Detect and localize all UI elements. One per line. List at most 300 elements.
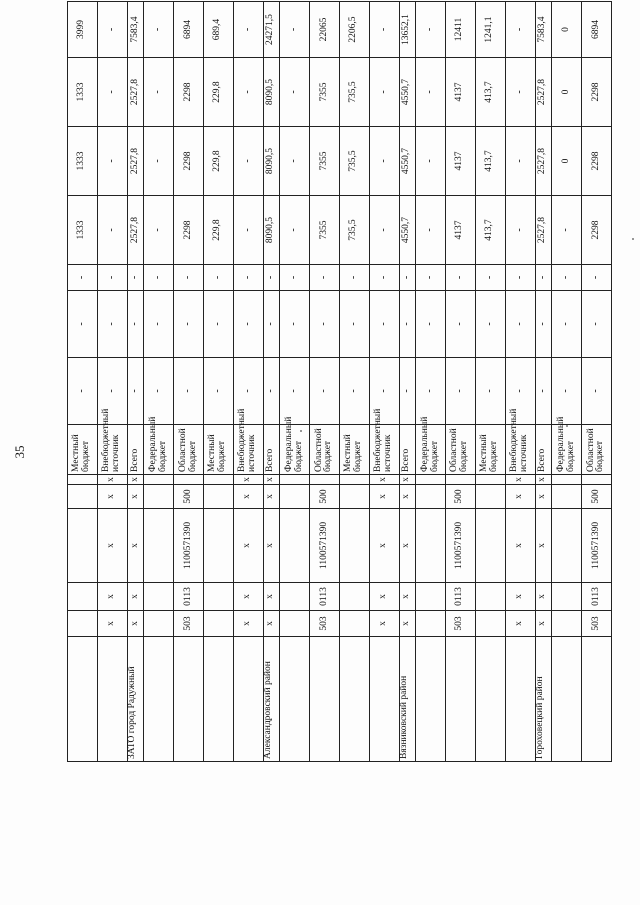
table-cell — [339, 611, 369, 637]
funding-source-cell: Федеральный бюджет — [280, 425, 310, 475]
table-cell — [552, 583, 582, 611]
table-cell: - — [144, 265, 174, 291]
table-cell: - — [280, 58, 310, 127]
table-row — [399, 2, 415, 762]
table-cell: - — [97, 2, 127, 58]
funding-source-cell: Всего — [535, 425, 551, 475]
table-cell: 6894 — [581, 2, 611, 58]
table-cell: - — [339, 291, 369, 358]
table-cell: 7583,4 — [535, 2, 551, 58]
table-row — [505, 2, 535, 762]
table-cell: - — [127, 291, 143, 358]
table-cell: - — [233, 196, 263, 265]
table-cell: - — [446, 265, 476, 291]
table-cell: - — [581, 291, 611, 358]
table-row — [416, 2, 446, 762]
table-cell: х — [127, 583, 143, 611]
table-cell — [144, 611, 174, 637]
table-cell — [280, 509, 310, 583]
table-cell: - — [310, 291, 340, 358]
table-cell: - — [97, 58, 127, 127]
table-cell: - — [203, 265, 233, 291]
table-cell: 229,8 — [203, 58, 233, 127]
table-cell: - — [552, 265, 582, 291]
table-cell: 1333 — [68, 127, 98, 196]
table-cell: - — [174, 358, 204, 425]
table-cell — [68, 509, 98, 583]
table-cell: х — [127, 485, 143, 509]
funding-source-cell: Всего — [399, 425, 415, 475]
table-cell: - — [127, 358, 143, 425]
table-cell: - — [581, 265, 611, 291]
region-name-cell — [581, 637, 611, 762]
table-cell: х — [535, 485, 551, 509]
region-name-cell: Александровский район — [263, 637, 279, 762]
region-name-cell — [97, 637, 127, 762]
table-cell: - — [475, 291, 505, 358]
table-cell: 2298 — [174, 196, 204, 265]
table-cell: 413,7 — [475, 196, 505, 265]
funding-source-cell: Внебюджетный источник — [369, 425, 399, 475]
table-cell: 413,7 — [475, 127, 505, 196]
table-cell: 229,8 — [203, 127, 233, 196]
region-name-cell: Вязниковский район — [399, 637, 415, 762]
table-row — [446, 2, 476, 762]
funding-source-cell: Внебюджетный источник — [97, 425, 127, 475]
table-cell: - — [144, 358, 174, 425]
table-cell: 8090,5 — [263, 196, 279, 265]
table-cell: 1100571390 — [446, 509, 476, 583]
funding-source-cell: Областной бюджет — [581, 425, 611, 475]
table-cell: - — [174, 265, 204, 291]
table-cell: х — [505, 583, 535, 611]
table-cell: х — [233, 509, 263, 583]
funding-source-cell: Местный бюджет — [475, 425, 505, 475]
table-cell: - — [416, 2, 446, 58]
table-cell: - — [203, 291, 233, 358]
region-name-cell — [144, 637, 174, 762]
table-cell: 0 — [552, 2, 582, 58]
table-cell: х — [233, 475, 263, 485]
table-cell: х — [505, 485, 535, 509]
table-cell: 2527,8 — [535, 127, 551, 196]
table-cell: - — [552, 291, 582, 358]
table-cell — [446, 475, 476, 485]
table-cell — [416, 611, 446, 637]
table-cell: 7583,4 — [127, 2, 143, 58]
region-name-cell — [475, 637, 505, 762]
table-cell: - — [552, 196, 582, 265]
table-cell — [552, 509, 582, 583]
table-cell: 7355 — [310, 58, 340, 127]
table-cell: - — [416, 58, 446, 127]
table-cell — [416, 583, 446, 611]
table-cell: 12411 — [446, 2, 476, 58]
table-cell: - — [263, 291, 279, 358]
table-cell: 735,5 — [339, 58, 369, 127]
table-cell: - — [97, 196, 127, 265]
table-cell: - — [535, 265, 551, 291]
table-cell: х — [399, 611, 415, 637]
table-cell — [203, 509, 233, 583]
table-row — [369, 2, 399, 762]
table-cell — [552, 611, 582, 637]
table-row — [97, 2, 127, 762]
table-frame — [67, 14, 612, 762]
region-name-cell — [310, 637, 340, 762]
table-cell: - — [280, 2, 310, 58]
table-cell: 24271,5 — [263, 2, 279, 58]
table-cell: - — [535, 358, 551, 425]
table-cell: - — [68, 265, 98, 291]
region-name-cell — [233, 637, 263, 762]
table-cell: - — [505, 358, 535, 425]
table-cell: х — [399, 485, 415, 509]
table-cell: 2527,8 — [127, 196, 143, 265]
region-name-cell — [280, 637, 310, 762]
table-cell: 4137 — [446, 58, 476, 127]
table-cell: х — [505, 475, 535, 485]
table-cell: - — [144, 2, 174, 58]
table-cell: - — [233, 2, 263, 58]
funding-source-cell: Федеральный бюджет — [144, 425, 174, 475]
table-cell: 4550,7 — [399, 58, 415, 127]
table-cell: х — [97, 583, 127, 611]
funding-source-cell: Внебюджетный источник — [505, 425, 535, 475]
scan-speck — [566, 425, 568, 427]
table-cell: 2298 — [174, 58, 204, 127]
table-cell: х — [263, 611, 279, 637]
table-row — [174, 2, 204, 762]
table-cell: 4550,7 — [399, 196, 415, 265]
table-row — [233, 2, 263, 762]
table-cell: - — [203, 358, 233, 425]
table-cell: - — [97, 127, 127, 196]
table-cell: - — [505, 58, 535, 127]
table-cell: 2527,8 — [535, 58, 551, 127]
scan-speck — [632, 238, 634, 240]
table-cell: х — [127, 509, 143, 583]
table-cell: 500 — [581, 485, 611, 509]
table-cell: - — [369, 265, 399, 291]
table-cell: - — [280, 265, 310, 291]
table-cell — [68, 475, 98, 485]
table-cell: х — [233, 611, 263, 637]
region-name-cell — [339, 637, 369, 762]
table-cell: 2298 — [581, 196, 611, 265]
scan-speck — [300, 430, 302, 432]
table-cell: х — [369, 583, 399, 611]
table-cell — [552, 475, 582, 485]
table-cell: 1100571390 — [174, 509, 204, 583]
table-cell: 0113 — [581, 583, 611, 611]
table-cell: 4137 — [446, 196, 476, 265]
table-cell: 735,5 — [339, 127, 369, 196]
table-cell: - — [416, 265, 446, 291]
table-cell: х — [369, 485, 399, 509]
table-cell — [203, 475, 233, 485]
table-cell — [68, 583, 98, 611]
table-cell: - — [369, 196, 399, 265]
table-cell: 0113 — [446, 583, 476, 611]
table-cell: 503 — [581, 611, 611, 637]
region-name-cell — [505, 637, 535, 762]
table-cell: - — [399, 291, 415, 358]
table-cell: - — [233, 358, 263, 425]
funding-source-cell: Всего — [263, 425, 279, 475]
table-cell: 500 — [446, 485, 476, 509]
table-cell: - — [369, 291, 399, 358]
region-name-cell — [416, 637, 446, 762]
table-cell: 2298 — [581, 58, 611, 127]
table-cell: 1100571390 — [310, 509, 340, 583]
table-cell: - — [416, 291, 446, 358]
region-name-cell — [68, 637, 98, 762]
table-cell — [280, 485, 310, 509]
region-name-cell: ЗАТО город Радужный — [127, 637, 143, 762]
table-cell: 2527,8 — [535, 196, 551, 265]
table-cell: - — [505, 2, 535, 58]
table-cell: 2298 — [581, 127, 611, 196]
table-cell — [339, 475, 369, 485]
table-row — [310, 2, 340, 762]
table-cell — [475, 583, 505, 611]
table-cell: - — [505, 196, 535, 265]
table-cell: х — [97, 475, 127, 485]
table-cell: 689,4 — [203, 2, 233, 58]
table-cell: х — [369, 475, 399, 485]
funding-source-cell: Областной бюджет — [446, 425, 476, 475]
page-number: 35 — [12, 445, 27, 459]
table-cell: 2527,8 — [127, 58, 143, 127]
table-cell: - — [416, 196, 446, 265]
table-cell: х — [369, 611, 399, 637]
table-cell: 735,5 — [339, 196, 369, 265]
table-row — [339, 2, 369, 762]
table-cell: х — [263, 485, 279, 509]
table-cell: 503 — [174, 611, 204, 637]
table-cell: х — [263, 475, 279, 485]
table-cell: х — [535, 509, 551, 583]
table-cell: - — [535, 291, 551, 358]
table-row — [144, 2, 174, 762]
table-cell: 500 — [174, 485, 204, 509]
table-cell: х — [127, 611, 143, 637]
region-name-cell — [174, 637, 204, 762]
table-cell: - — [475, 358, 505, 425]
table-cell: х — [399, 475, 415, 485]
table-cell: - — [280, 358, 310, 425]
table-cell: - — [68, 291, 98, 358]
table-cell: х — [535, 583, 551, 611]
table-cell: - — [505, 127, 535, 196]
table-cell: 0113 — [310, 583, 340, 611]
table-cell: 229,8 — [203, 196, 233, 265]
table-cell: - — [399, 358, 415, 425]
table-cell: - — [174, 291, 204, 358]
table-cell: х — [233, 583, 263, 611]
table-cell: х — [535, 611, 551, 637]
table-cell — [144, 583, 174, 611]
region-name-cell — [552, 637, 582, 762]
table-cell — [310, 475, 340, 485]
table-cell: 22065 — [310, 2, 340, 58]
table-cell: - — [339, 265, 369, 291]
table-cell — [68, 611, 98, 637]
table-cell — [339, 583, 369, 611]
table-row — [552, 2, 582, 762]
table-cell: - — [263, 358, 279, 425]
table-cell: - — [97, 265, 127, 291]
table-cell: 500 — [310, 485, 340, 509]
table-cell — [280, 611, 310, 637]
region-name-cell — [369, 637, 399, 762]
table-cell — [144, 475, 174, 485]
table-cell: 4550,7 — [399, 127, 415, 196]
table-cell: - — [339, 358, 369, 425]
funding-source-cell: Федеральный бюджет — [416, 425, 446, 475]
table-cell: 1100571390 — [581, 509, 611, 583]
table-cell — [475, 611, 505, 637]
table-cell: - — [233, 58, 263, 127]
table-cell — [475, 509, 505, 583]
table-cell: 7355 — [310, 127, 340, 196]
table-cell — [416, 509, 446, 583]
table-cell: 2527,8 — [127, 127, 143, 196]
table-row — [203, 2, 233, 762]
table-cell: х — [505, 509, 535, 583]
table-cell: - — [280, 291, 310, 358]
table-cell: - — [233, 127, 263, 196]
table-cell: 0 — [552, 58, 582, 127]
funding-source-cell: Местный бюджет — [339, 425, 369, 475]
region-name-cell: Гороховецкий район — [535, 637, 551, 762]
rotated-table-container — [67, 14, 612, 762]
table-cell — [339, 509, 369, 583]
table-cell: - — [97, 291, 127, 358]
table-cell: 13652,1 — [399, 2, 415, 58]
table-cell: - — [144, 291, 174, 358]
table-cell: 4137 — [446, 127, 476, 196]
table-cell: - — [369, 358, 399, 425]
table-cell — [416, 475, 446, 485]
table-cell: х — [97, 485, 127, 509]
table-cell: 2206,5 — [339, 2, 369, 58]
table-cell: - — [68, 358, 98, 425]
table-cell — [339, 485, 369, 509]
funding-source-cell: Областной бюджет — [310, 425, 340, 475]
table-cell: - — [310, 265, 340, 291]
table-cell: - — [446, 291, 476, 358]
table-row — [263, 2, 279, 762]
table-cell: - — [416, 127, 446, 196]
table-cell — [144, 509, 174, 583]
table-row — [127, 2, 143, 762]
table-cell: - — [369, 127, 399, 196]
region-name-cell — [203, 637, 233, 762]
table-cell — [581, 475, 611, 485]
table-cell — [144, 485, 174, 509]
table-row — [280, 2, 310, 762]
table-cell — [280, 475, 310, 485]
funding-source-cell: Местный бюджет — [203, 425, 233, 475]
table-cell: х — [369, 509, 399, 583]
table-cell: 0113 — [174, 583, 204, 611]
table-cell: 8090,5 — [263, 127, 279, 196]
table-cell: 3999 — [68, 2, 98, 58]
funding-source-cell: Федеральный бюджет — [552, 425, 582, 475]
table-cell: - — [144, 58, 174, 127]
table-cell — [475, 485, 505, 509]
table-row — [581, 2, 611, 762]
table-cell: - — [552, 358, 582, 425]
table-row — [535, 2, 551, 762]
table-cell: х — [399, 583, 415, 611]
table-cell: - — [505, 291, 535, 358]
table-cell: х — [263, 583, 279, 611]
table-cell: - — [475, 265, 505, 291]
table-cell: х — [535, 475, 551, 485]
region-name-cell — [446, 637, 476, 762]
funding-source-cell: Внебюджетный источник — [233, 425, 263, 475]
table-cell: - — [97, 358, 127, 425]
table-cell: - — [127, 265, 143, 291]
table-cell: - — [446, 358, 476, 425]
table-cell: - — [310, 358, 340, 425]
table-cell: - — [369, 2, 399, 58]
table-cell: 1333 — [68, 58, 98, 127]
table-cell — [68, 485, 98, 509]
table-cell: - — [369, 58, 399, 127]
table-cell: х — [97, 509, 127, 583]
table-cell: 0 — [552, 127, 582, 196]
table-cell: - — [280, 196, 310, 265]
table-row — [475, 2, 505, 762]
table-cell: - — [416, 358, 446, 425]
table-cell — [416, 485, 446, 509]
table-cell: - — [505, 265, 535, 291]
funding-source-cell: Областной бюджет — [174, 425, 204, 475]
table-cell: х — [505, 611, 535, 637]
table-cell — [475, 475, 505, 485]
table-cell — [174, 475, 204, 485]
table-cell: 413,7 — [475, 58, 505, 127]
table-cell: х — [399, 509, 415, 583]
funding-source-cell: Местный бюджет — [68, 425, 98, 475]
table-cell: х — [233, 485, 263, 509]
table-cell: 8090,5 — [263, 58, 279, 127]
table-row — [68, 2, 98, 762]
table-cell: х — [127, 475, 143, 485]
table-cell — [203, 583, 233, 611]
table-cell: х — [97, 611, 127, 637]
table-cell: 503 — [446, 611, 476, 637]
table-cell: - — [233, 291, 263, 358]
table-cell: 6894 — [174, 2, 204, 58]
table-cell: 7355 — [310, 196, 340, 265]
table-cell: - — [581, 358, 611, 425]
table-cell: 503 — [310, 611, 340, 637]
table-cell: - — [280, 127, 310, 196]
budget-table — [67, 1, 612, 762]
table-cell: 1333 — [68, 196, 98, 265]
table-cell — [280, 583, 310, 611]
table-cell: - — [144, 127, 174, 196]
table-cell — [203, 611, 233, 637]
table-cell: 1241,1 — [475, 2, 505, 58]
table-cell: - — [263, 265, 279, 291]
table-cell: - — [144, 196, 174, 265]
